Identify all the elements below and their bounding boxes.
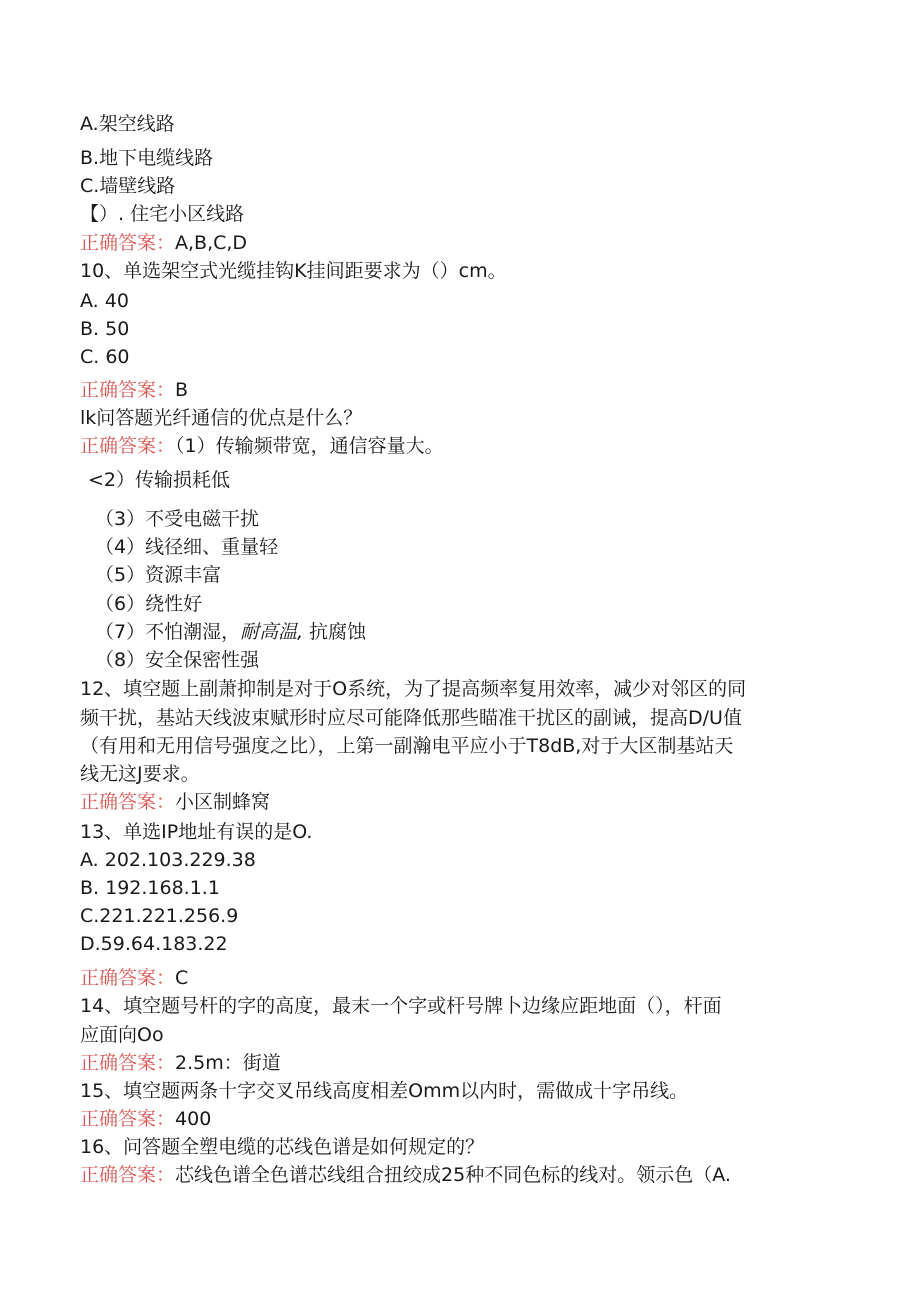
q11-point-6: （6）绕性好 bbox=[95, 593, 203, 615]
q13-option-b: B. 192.168.1.1 bbox=[80, 877, 220, 899]
q13-option-a: A. 202.103.229.38 bbox=[80, 849, 256, 871]
answer-label: 正确答案： bbox=[80, 967, 176, 989]
q16-answer bbox=[80, 1163, 731, 1187]
q13-option-c: C.221.221.256.9 bbox=[80, 905, 239, 927]
q16-question: 16、问答题全塑电缆的芯线色谱是如何规定的？ bbox=[80, 1136, 485, 1158]
q11-point-2: <2）传输损耗低 bbox=[88, 469, 231, 491]
q11-point-4: （4）线径细、重量轻 bbox=[95, 536, 279, 558]
answer-value: 小区制蜂窝 bbox=[175, 791, 271, 813]
q14-line-2: 应面向Oo bbox=[80, 1024, 164, 1046]
q11-point-3: （3）不受电磁干扰 bbox=[95, 508, 260, 530]
q14-line-1: 14、填空题号杆的字的高度，最末一个字或杆号牌卜边缘应距地面（），杆面 bbox=[80, 995, 722, 1017]
q11-answer bbox=[80, 434, 444, 458]
q12-answer bbox=[80, 790, 270, 814]
q10-option-a: A. 40 bbox=[80, 290, 129, 312]
answer-value: 400 bbox=[175, 1108, 212, 1130]
q10-answer bbox=[80, 378, 188, 402]
answer-label: 正确答案： bbox=[80, 435, 176, 457]
q14-answer bbox=[80, 1051, 281, 1075]
q10-option-c: C. 60 bbox=[80, 346, 130, 368]
answer-label: 正确答案： bbox=[80, 379, 176, 401]
q11-point-8: （8）安全保密性强 bbox=[95, 649, 260, 671]
q11-point-5: （5）资源丰富 bbox=[95, 564, 222, 586]
q13-option-d: D.59.64.183.22 bbox=[80, 933, 228, 955]
q10-question: 10、单选架空式光缆挂钩K挂间距要求为（）cm。 bbox=[80, 260, 507, 282]
point7-suffix: 抗腐蚀 bbox=[303, 621, 367, 643]
point7-prefix: （7）不怕潮湿， bbox=[95, 621, 241, 643]
q9-option-b: B.地下电缆线路 bbox=[80, 147, 214, 169]
q11-question: lk问答题光纤通信的优点是什么？ bbox=[80, 407, 363, 429]
q13-answer bbox=[80, 966, 188, 990]
q12-line-2: 频干扰，基站天线波束赋形时应尽可能降低那些瞄准干扰区的副诫，提高D/U值 bbox=[80, 707, 742, 729]
answer-label: 正确答案： bbox=[80, 1052, 176, 1074]
q10-option-b: B. 50 bbox=[80, 318, 130, 340]
q15-question: 15、填空题两条十字交叉吊线高度相差Omm以内时，需做成十字吊线。 bbox=[80, 1080, 689, 1102]
q11-point-7 bbox=[95, 620, 366, 644]
q9-option-d: 【）. 住宅小区线路 bbox=[80, 203, 245, 225]
q15-answer bbox=[80, 1107, 211, 1131]
point7-italic: 耐高温, bbox=[240, 621, 304, 643]
q12-line-1: 12、填空题上副萧抑制是对于O系统，为了提高频率复用效率，减少对邻区的同 bbox=[80, 678, 747, 700]
q12-line-3: （有用和无用信号强度之比），上第一副瀚电平应小于T8dB,对于大区制基站天 bbox=[80, 735, 734, 757]
answer-value: C bbox=[175, 967, 189, 989]
q12-line-4: 线无这J要求。 bbox=[80, 763, 200, 785]
answer-value: （1）传输频带宽，通信容量大。 bbox=[175, 435, 444, 457]
answer-value: B bbox=[175, 379, 189, 401]
q13-question: 13、单选IP地址有误的是O. bbox=[80, 821, 313, 843]
answer-label: 正确答案： bbox=[80, 1164, 176, 1186]
answer-value: 芯线色谱全色谱芯线组合扭绞成25种不同色标的线对。领示色（A. bbox=[175, 1164, 731, 1186]
answer-label: 正确答案： bbox=[80, 1108, 176, 1130]
answer-value: 2.5m：街道 bbox=[175, 1052, 281, 1074]
answer-label: 正确答案： bbox=[80, 791, 176, 813]
q9-answer bbox=[80, 231, 247, 255]
q9-option-a: A.架空线路 bbox=[80, 113, 175, 135]
answer-value: A,B,C,D bbox=[175, 232, 248, 254]
answer-label: 正确答案： bbox=[80, 232, 176, 254]
q9-option-c: C.墙壁线路 bbox=[80, 175, 176, 197]
